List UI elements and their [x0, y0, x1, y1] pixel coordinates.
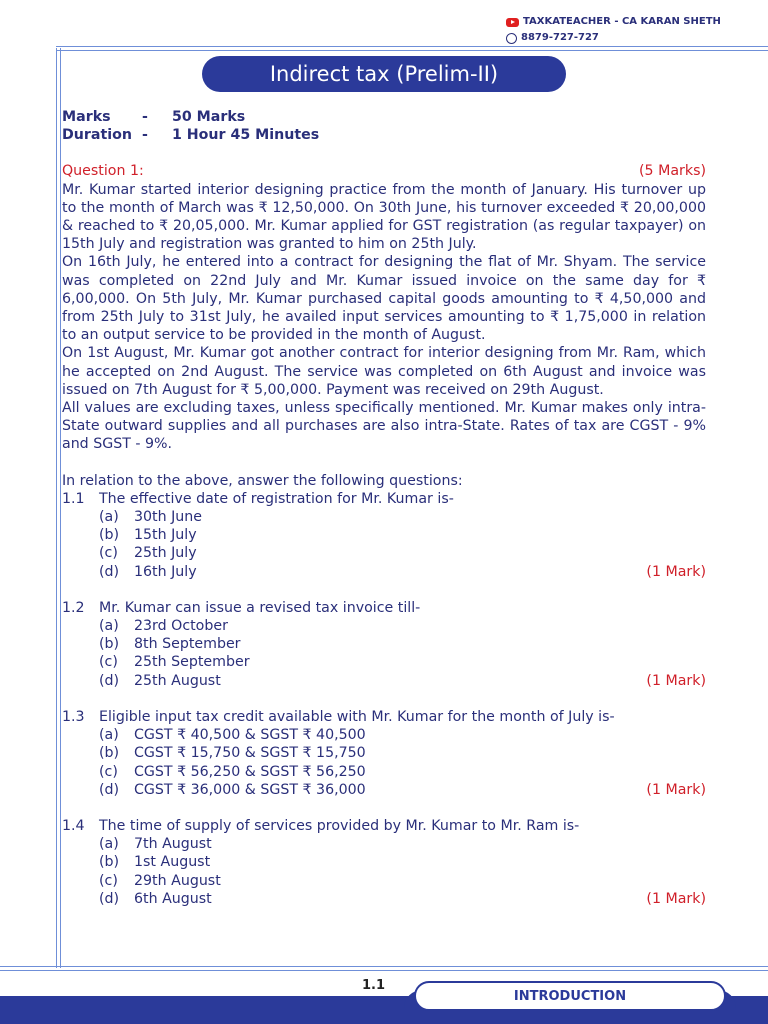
sub-question: [62, 708, 706, 726]
page-number: 1.1: [362, 978, 386, 993]
option-row: [62, 653, 706, 671]
option-text: 1st August: [134, 854, 211, 871]
meta-value: 50 Marks: [172, 109, 246, 125]
sub-question: [62, 490, 706, 508]
sub-question: [62, 599, 706, 617]
frame-line-bottom-inner: [0, 970, 768, 971]
option-row: [62, 853, 706, 871]
sub-question-marks: (1 Mark): [646, 672, 706, 689]
option-row: [62, 781, 706, 799]
option-label: (b): [99, 636, 120, 653]
option-label: (c): [99, 654, 118, 671]
question-heading: [62, 162, 706, 180]
youtube-icon: [506, 18, 519, 27]
sub-question: [62, 817, 706, 835]
option-text: 16th July: [134, 563, 197, 580]
option-label: (d): [99, 890, 120, 907]
sub-question-number: 1.1: [62, 490, 85, 507]
option-text: 8th September: [134, 636, 241, 653]
question-paragraph: Mr. Kumar started interior designing practice from the month of January. His turnover up to the month of March was ₹ 12,50,000. On 30th June, his turnover exceeded ₹ 20,00,000 & reached to ₹ 20,05,000. Mr. Kumar applied for GST registration (as regular taxpayer) on 15th July and registration was granted to him on 25th July.: [62, 181, 706, 253]
page-title: Indirect tax (Prelim-II): [203, 57, 565, 91]
sub-question-text: Eligible input tax credit available with Mr. Kumar for the month of July is-: [99, 708, 615, 725]
frame-line-left-inner: [60, 48, 61, 968]
question-paragraph: On 16th July, he entered into a contract for designing the flat of Mr. Shyam. The service was completed on 22nd July and Mr. Kumar issued invoice on the same day for ₹ 6,00,000. On 5th July, Mr. Kumar purchased capital goods amounting to ₹ 4,50,000 and from 25th July to 31st July, he availed input services amounting to ₹ 1,75,000 in relation to an output service to be provided in the month of August.: [62, 254, 706, 344]
option-row: [62, 544, 706, 562]
option-text: CGST ₹ 36,000 & SGST ₹ 36,000: [134, 781, 366, 798]
option-row: [62, 890, 706, 908]
document-content: [62, 108, 706, 908]
sub-question-marks: (1 Mark): [646, 563, 706, 580]
option-label: (a): [99, 836, 119, 853]
option-row: [62, 617, 706, 635]
option-text: 29th August: [134, 872, 221, 889]
option-text: 6th August: [134, 890, 212, 907]
question-marks: (5 Marks): [639, 163, 706, 180]
meta-table: [62, 108, 706, 144]
meta-value: 1 Hour 45 Minutes: [172, 127, 320, 144]
option-text: 7th August: [134, 836, 212, 853]
option-row: [62, 744, 706, 762]
option-label: (a): [99, 727, 119, 744]
option-row: [62, 526, 706, 544]
option-label: (d): [99, 672, 120, 689]
option-label: (c): [99, 763, 118, 780]
option-text: 25th September: [134, 654, 250, 671]
meta-label: Marks: [62, 109, 111, 125]
meta-label: Duration: [62, 127, 132, 144]
brand-channel: TAXKATEACHER - CA KARAN SHETH: [523, 16, 721, 27]
frame-line-top: [56, 46, 768, 47]
option-text: 23rd October: [134, 618, 228, 635]
option-row: [62, 872, 706, 890]
meta-sep: -: [142, 109, 148, 125]
meta-sep: -: [142, 127, 148, 144]
question-label: Question 1:: [62, 163, 144, 180]
question-paragraph: All values are excluding taxes, unless specifically mentioned. Mr. Kumar makes only intra-State outward supplies and all purchases are also intra-State. Rates of tax are CGST - 9% and SGST - 9%.: [62, 400, 706, 453]
option-text: CGST ₹ 56,250 & SGST ₹ 56,250: [134, 763, 366, 780]
option-row: [62, 563, 706, 581]
frame-line-left: [56, 48, 57, 968]
sub-question-number: 1.4: [62, 817, 85, 834]
option-label: (d): [99, 781, 120, 798]
question-intro: In relation to the above, answer the following questions:: [62, 472, 463, 489]
option-label: (a): [99, 509, 119, 526]
option-label: (b): [99, 854, 120, 871]
section-label: INTRODUCTION: [414, 981, 726, 1011]
option-label: (c): [99, 545, 118, 562]
frame-line-top-inner: [56, 50, 768, 51]
question-paragraph: On 1st August, Mr. Kumar got another contract for interior designing from Mr. Ram, which he accepted on 2nd August. The service was completed on 6th August and invoice was issued on 7th August for ₹ 5,00,000. Payment was received on 29th August.: [62, 345, 706, 398]
brand-block: [506, 14, 721, 46]
option-label: (c): [99, 872, 118, 889]
sub-question-text: Mr. Kumar can issue a revised tax invoice till-: [99, 599, 421, 616]
sub-questions: [62, 490, 706, 908]
option-text: 25th July: [134, 545, 197, 562]
sub-question-marks: (1 Mark): [646, 781, 706, 798]
option-label: (b): [99, 527, 120, 544]
frame-line-bottom: [0, 966, 768, 967]
option-row: [62, 763, 706, 781]
sub-question-text: The time of supply of services provided by Mr. Kumar to Mr. Ram is-: [99, 817, 580, 834]
option-label: (a): [99, 618, 119, 635]
option-label: (d): [99, 563, 120, 580]
option-text: 30th June: [134, 509, 203, 526]
sub-question-number: 1.3: [62, 708, 85, 725]
option-row: [62, 726, 706, 744]
option-text: CGST ₹ 40,500 & SGST ₹ 40,500: [134, 727, 366, 744]
option-row: [62, 835, 706, 853]
sub-question-number: 1.2: [62, 599, 85, 616]
option-row: [62, 508, 706, 526]
whatsapp-icon: [506, 33, 517, 44]
option-text: CGST ₹ 15,750 & SGST ₹ 15,750: [134, 745, 366, 762]
option-row: [62, 672, 706, 690]
option-label: (b): [99, 745, 120, 762]
option-row: [62, 635, 706, 653]
option-text: 15th July: [134, 527, 197, 544]
sub-question-text: The effective date of registration for Mr. Kumar is-: [99, 490, 454, 507]
option-text: 25th August: [134, 672, 221, 689]
sub-question-marks: (1 Mark): [646, 890, 706, 907]
brand-phone: 8879-727-727: [521, 32, 599, 43]
